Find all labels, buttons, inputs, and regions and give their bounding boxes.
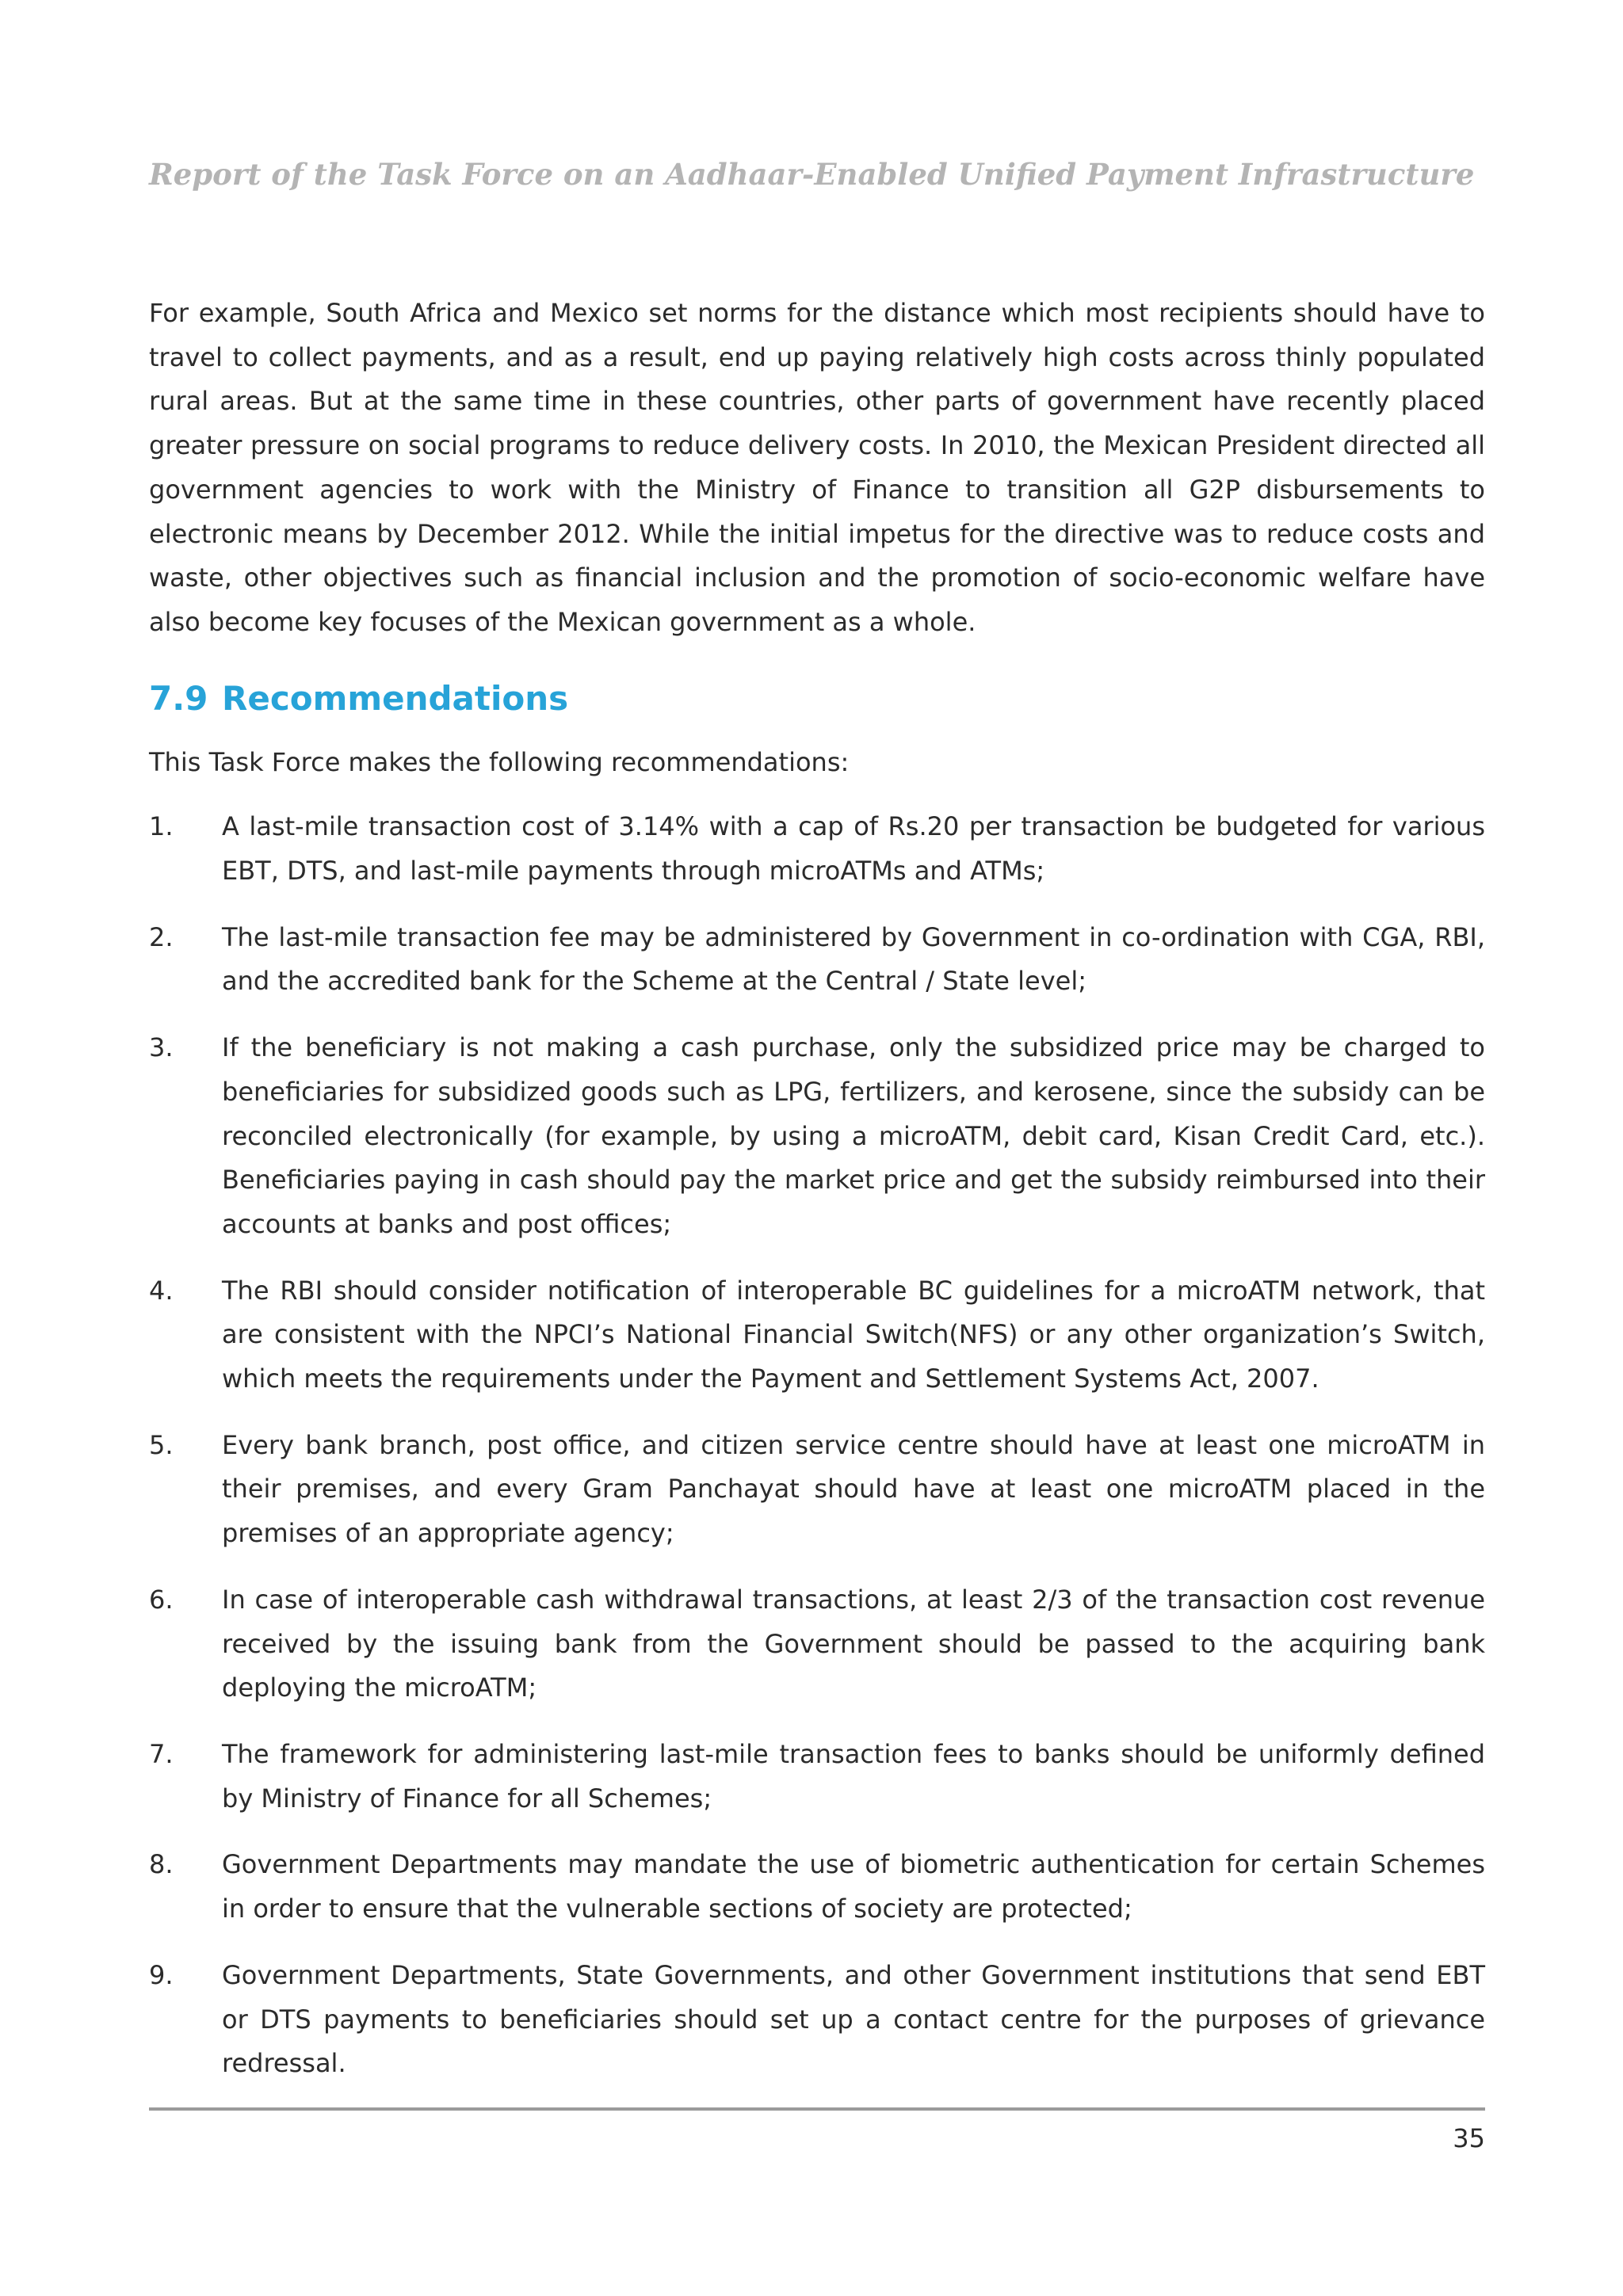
recommendation-number: 5.	[149, 1429, 174, 1460]
recommendation-text: In case of interoperable cash withdrawal transactions, at least 2/3 of the transaction cost revenue received by the issuing bank from the Government should be passed to the acquiring bank deploying the microATM;	[222, 1584, 1485, 1703]
section-number: 7.9	[149, 678, 208, 718]
recommendation-text: Government Departments may mandate the use of biometric authentication for certain Schemes in order to ensure that the vulnerable sections of society are protected;	[222, 1849, 1485, 1924]
recommendation-number: 1.	[149, 811, 174, 842]
recommendation-text: Government Departments, State Governments, and other Government institutions that send EBT or DTS payments to beneficiaries should set up a contact centre for the purposes of grievance redressal.	[222, 1959, 1485, 2079]
recommendation-item	[149, 805, 1485, 893]
recommendation-item	[149, 1269, 1485, 1402]
section-title: Recommendations	[222, 678, 569, 718]
recommendation-text: Every bank branch, post office, and citizen service centre should have at least one microATM in their premises, and every Gram Panchayat should have at least one microATM placed in the premises of an appropriate agency;	[222, 1429, 1485, 1549]
recommendation-item	[149, 1424, 1485, 1556]
recommendation-item	[149, 1733, 1485, 1821]
recommendation-text: The framework for administering last-mile transaction fees to banks should be uniformly defined by Ministry of Finance for all Schemes;	[222, 1738, 1485, 1814]
recommendations-list	[149, 805, 1485, 2086]
recommendation-text: If the beneficiary is not making a cash purchase, only the subsidized price may be charged to beneficiaries for subsidized goods such as LPG, fertilizers, and kerosene, since the subsidy can be reconciled electronically (for example, by using a microATM, debit card, Kisan Credit Card, etc.). Beneficiaries paying in cash should pay the market price and get the subsidy reimbursed into their accounts at banks and post offices;	[222, 1032, 1485, 1239]
recommendation-number: 9.	[149, 1959, 174, 1990]
recommendation-number: 7.	[149, 1738, 174, 1769]
recommendation-item	[149, 1026, 1485, 1247]
recommendation-number: 6.	[149, 1584, 174, 1615]
running-header: Report of the Task Force on an Aadhaar-Enabled Unified Payment Infrastructure	[149, 157, 1475, 192]
recommendation-item	[149, 1578, 1485, 1711]
section-heading	[149, 675, 1485, 723]
recommendation-item	[149, 1843, 1485, 1931]
footer-divider	[149, 2107, 1485, 2111]
recommendation-number: 8.	[149, 1849, 174, 1880]
recommendation-text: The RBI should consider notification of interoperable BC guidelines for a microATM network, that are consistent with the NPCI’s National Financial Switch(NFS) or any other organization’s Switch, which meets the requirements under the Payment and Settlement Systems Act, 2007.	[222, 1275, 1485, 1394]
body-paragraph: For example, South Africa and Mexico set norms for the distance which most recipients should have to travel to collect payments, and as a result, end up paying relatively high costs across thinly populated rural areas. But at the same time in these countries, other parts of government have recently placed greater pressure on social programs to reduce delivery costs. In 2010, the Mexican President directed all government agencies to work with the Ministry of Finance to transition all G2P disbursements to electronic means by December 2012. While the initial impetus for the directive was to reduce costs and waste, other objectives such as financial inclusion and the promotion of socio-economic welfare have also become key focuses of the Mexican government as a whole.	[149, 298, 1485, 637]
recommendation-item	[149, 916, 1485, 1004]
page-number: 35	[1453, 2123, 1485, 2153]
recommendation-text: A last-mile transaction cost of 3.14% with a cap of Rs.20 per transaction be budgeted for various EBT, DTS, and last-mile payments through microATMs and ATMs;	[222, 811, 1485, 887]
recommendation-text: The last-mile transaction fee may be administered by Government in co-ordination with CGA, RBI, and the accredited bank for the Scheme at the Central / State level;	[222, 921, 1485, 997]
recommendation-number: 3.	[149, 1032, 174, 1063]
recommendation-item	[149, 1954, 1485, 2086]
recommendation-number: 2.	[149, 921, 174, 952]
section-intro: This Task Force makes the following recommendations:	[149, 746, 850, 777]
recommendation-number: 4.	[149, 1275, 174, 1306]
page-content	[149, 292, 1485, 2108]
